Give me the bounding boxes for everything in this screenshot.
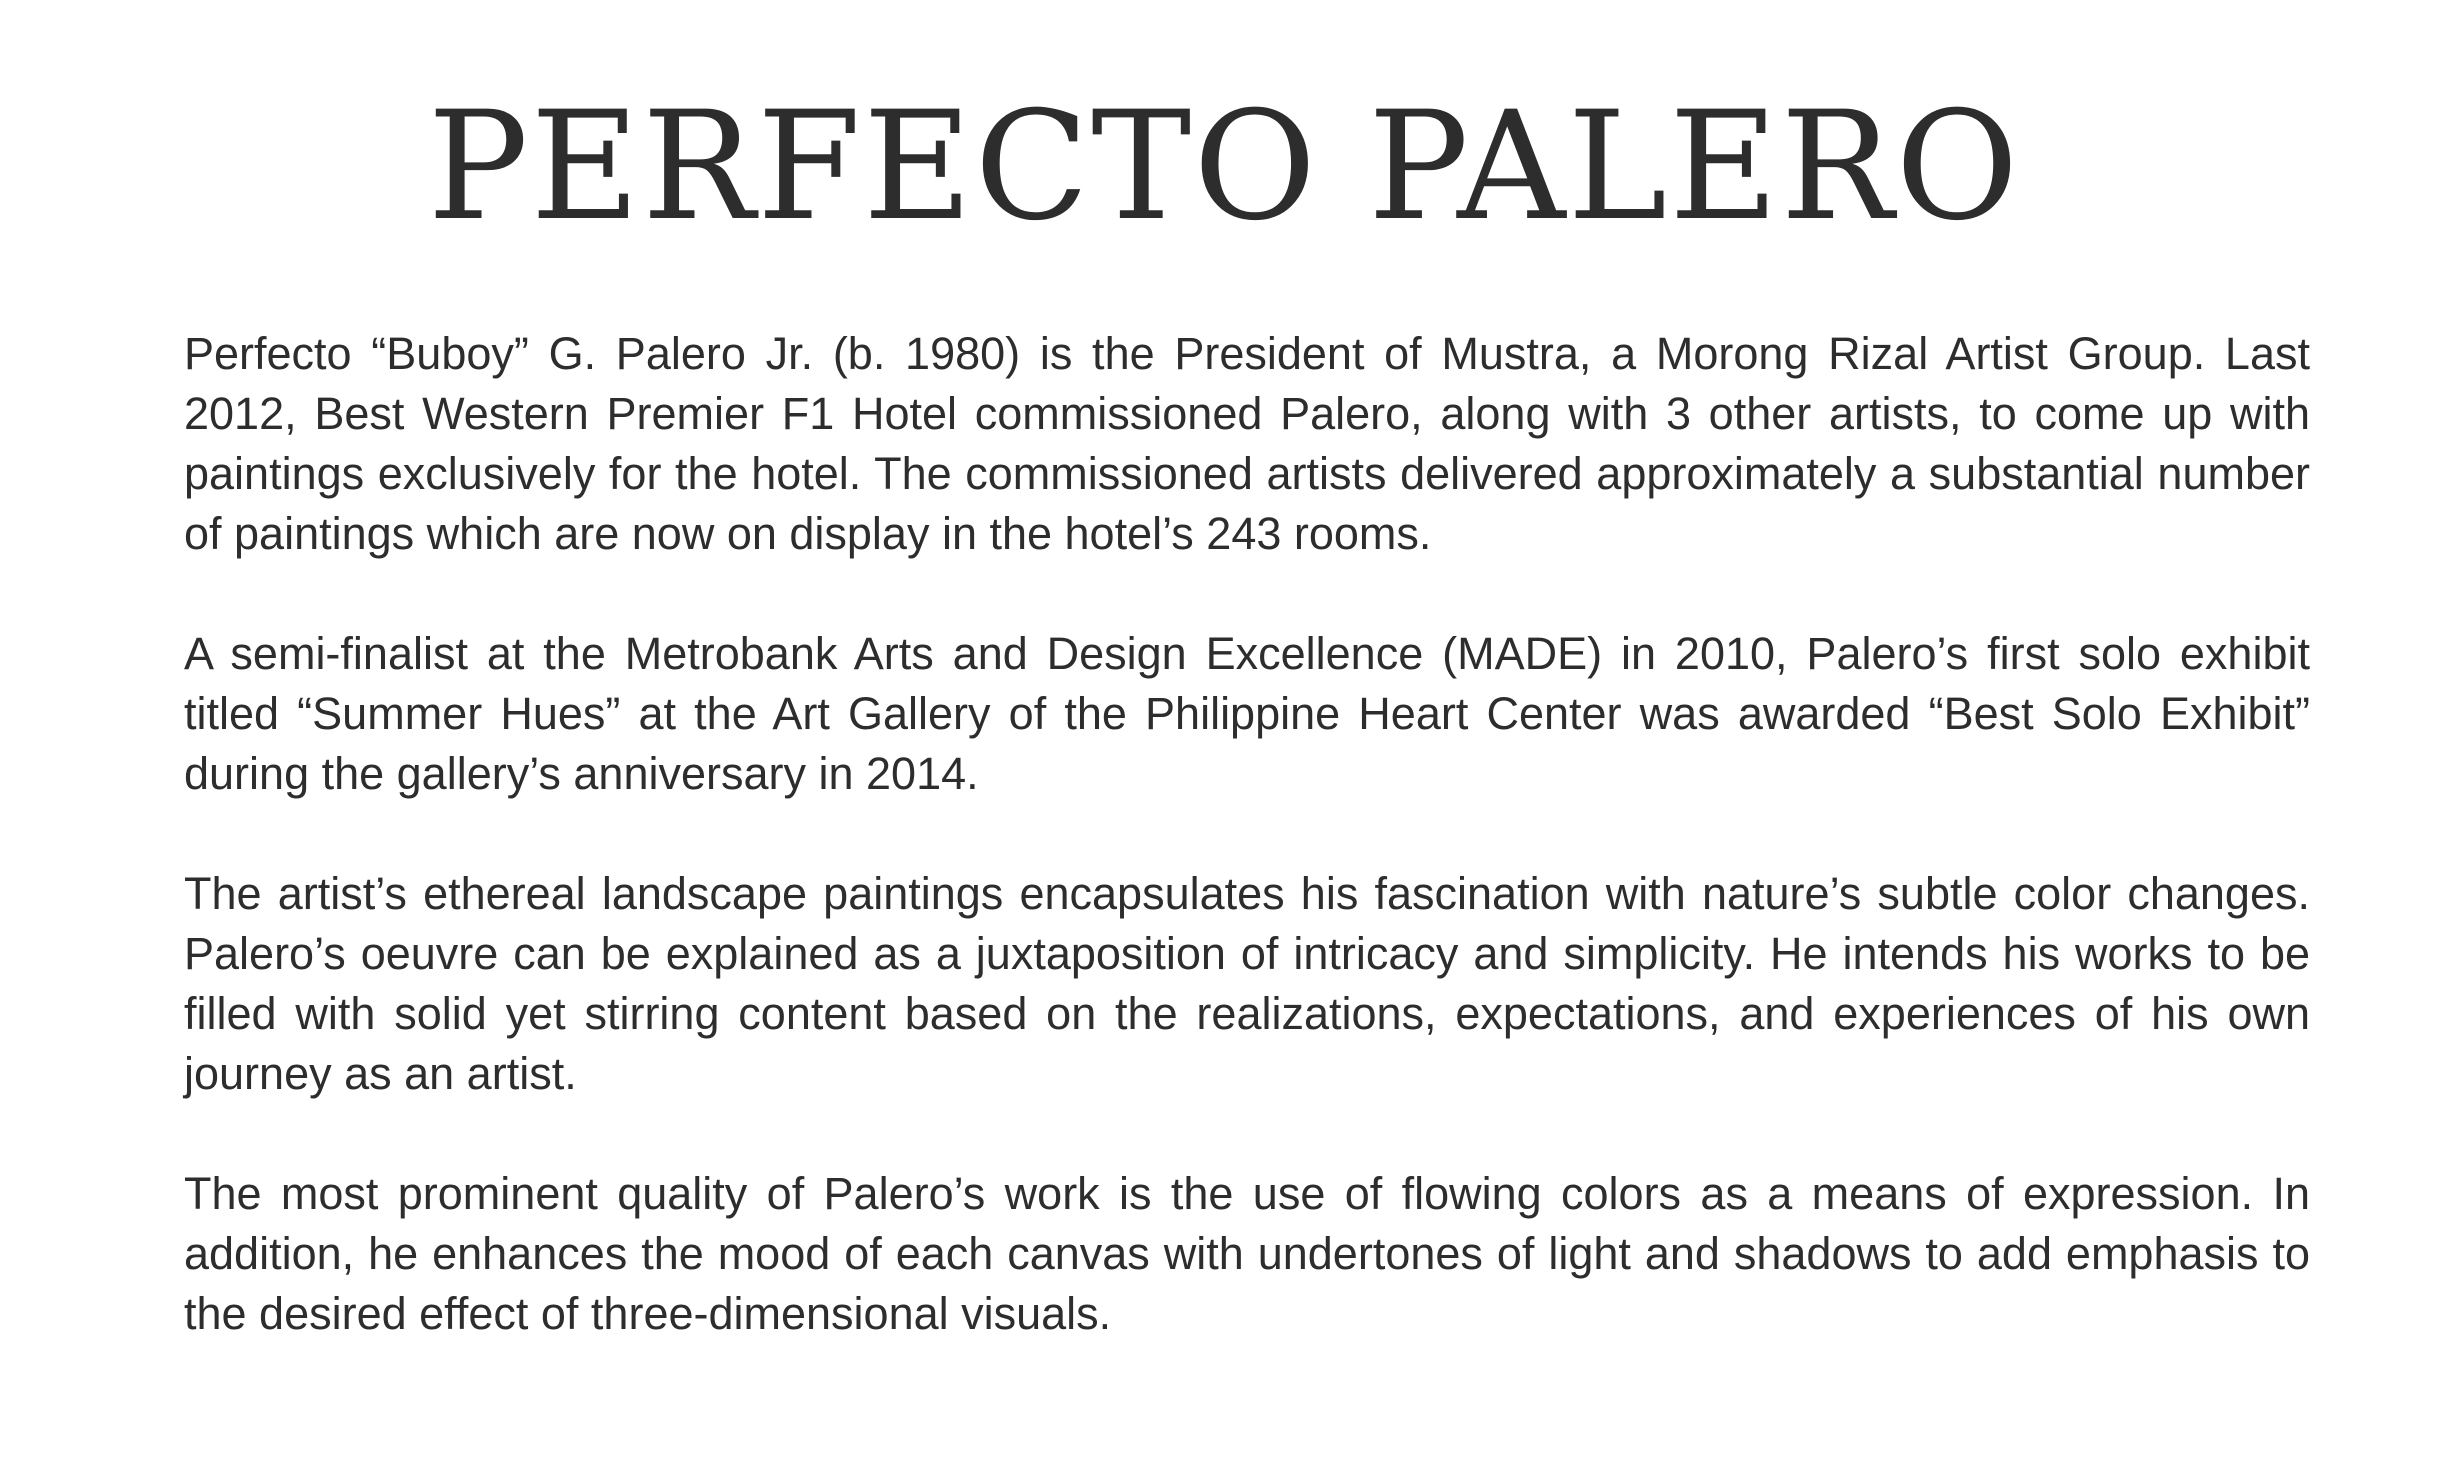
paragraph-technique: The most prominent quality of Palero’s work is the use of flowing colors as a means of expression. In addition, he enhances the mood of each canvas with undertones of light and shadows to add emphasis to the desired effect of three-dimensional visuals. [184,1168,2310,1339]
paragraph-style: The artist’s ethereal landscape paintings encapsulates his fascination with nature’s subtle color changes. Palero’s oeuvre can be explained as a juxtaposition of intricacy and simplicity. He intends his works to be filled with solid yet stirring content based on the realizations, expectations, and experiences of his own journey as an artist. [184,868,2310,1099]
paragraph-awards: A semi-finalist at the Metrobank Arts and Design Excellence (MADE) in 2010, Palero’s first solo exhibit titled “Summer Hues” at the Art Gallery of the Philippine Heart Center was awarded “Best Solo Exhibit” during the gallery’s anniversary in 2014. [184,628,2310,799]
biography-body [184,324,2310,1404]
paragraph-intro: Perfecto “Buboy” G. Palero Jr. (b. 1980) is the President of Mustra, a Morong Rizal Artist Group. Last 2012, Best Western Premier F1 Hotel commissioned Palero, along with 3 other artists, to come up with paintings exclusively for the hotel. The commissioned artists delivered approximately a substantial number of paintings which are now on display in the hotel’s 243 rooms. [184,328,2310,559]
page-title: PERFECTO PALERO [427,80,2021,254]
